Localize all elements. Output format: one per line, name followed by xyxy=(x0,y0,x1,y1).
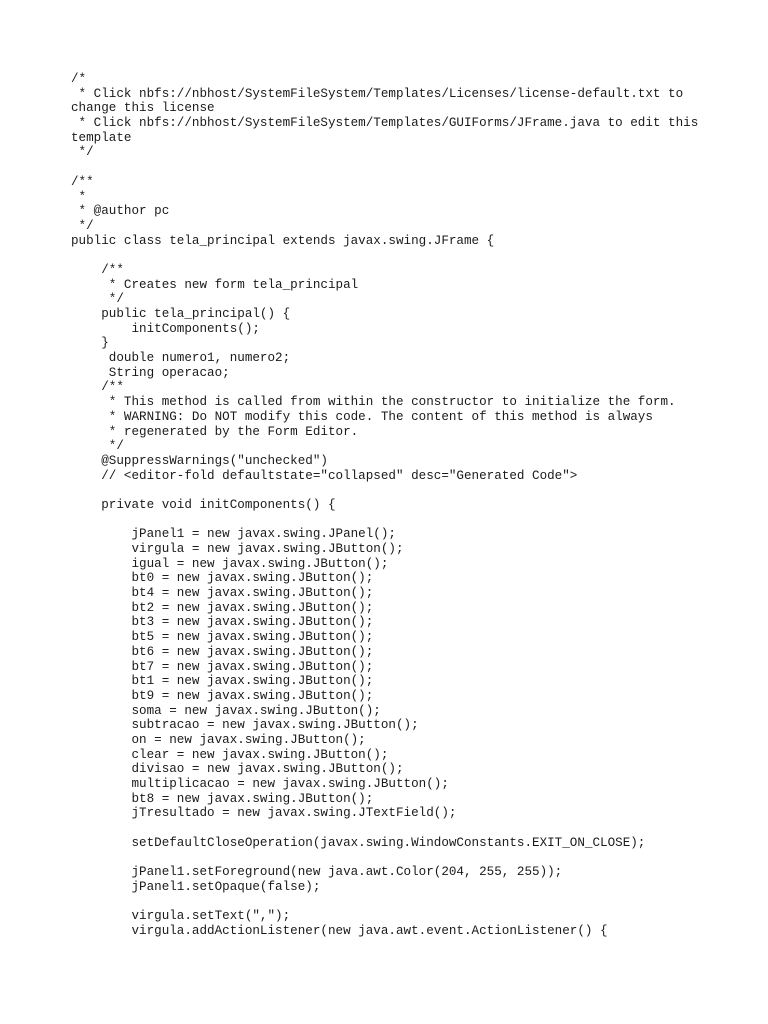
code-line: public tela_principal() { xyxy=(71,307,291,321)
code-line xyxy=(71,821,751,836)
code-line: /** xyxy=(71,174,94,189)
code-line xyxy=(71,160,751,175)
code-line: bt1 = new javax.swing.JButton(); xyxy=(71,674,374,689)
code-line: */ xyxy=(71,145,94,160)
code-line: jTresultado = new javax.swing.JTextField(); xyxy=(71,806,457,821)
code-line: * regenerated by the Form Editor. xyxy=(71,424,359,439)
code-line: } xyxy=(71,336,109,351)
code-line: public class tela_principal extends javax.swing.JFrame { xyxy=(71,233,495,248)
code-line: */ xyxy=(71,439,124,454)
code-line xyxy=(71,850,751,865)
code-line xyxy=(71,248,751,263)
code-line: jPanel1.setForeground(new java.awt.Color(204, 255, 255)); xyxy=(71,865,563,880)
code-line: * This method is called from within the constructor to initialize the form. xyxy=(71,395,676,410)
code-line: virgula.setText(","); xyxy=(71,909,291,924)
code-line: virgula.addActionListener(new java.awt.event.ActionListener() { xyxy=(71,923,608,938)
code-line: String operacao; xyxy=(71,365,230,380)
code-line: jPanel1.setOpaque(false); xyxy=(71,879,321,894)
code-line: */ xyxy=(71,292,124,307)
code-line: private void initComponents() { xyxy=(71,497,336,512)
code-line xyxy=(71,483,751,498)
code-line: bt4 = new javax.swing.JButton(); xyxy=(71,586,374,601)
code-line xyxy=(71,895,751,910)
code-line: */ xyxy=(71,218,94,233)
code-line: /** xyxy=(71,262,124,277)
code-line: on = new javax.swing.JButton(); xyxy=(71,732,366,747)
code-line: jPanel1 = new javax.swing.JPanel(); xyxy=(71,527,396,542)
code-line: bt5 = new javax.swing.JButton(); xyxy=(71,630,374,645)
code-line: change this license xyxy=(71,101,215,116)
code-line xyxy=(71,513,751,528)
code-line: bt3 = new javax.swing.JButton(); xyxy=(71,615,374,630)
code-line: /** xyxy=(71,380,124,395)
code-line: // <editor-fold defaultstate="collapsed" desc="Generated Code"> xyxy=(71,468,578,483)
code-line: * WARNING: Do NOT modify this code. The content of this method is always xyxy=(71,409,653,424)
code-line: subtracao = new javax.swing.JButton(); xyxy=(71,718,419,733)
code-line: setDefaultCloseOperation(javax.swing.WindowConstants.EXIT_ON_CLOSE); xyxy=(71,835,646,850)
code-line: double numero1, numero2; xyxy=(71,351,291,366)
code-line: bt8 = new javax.swing.JButton(); xyxy=(71,791,374,806)
code-line: bt2 = new javax.swing.JButton(); xyxy=(71,600,374,615)
code-line: bt7 = new javax.swing.JButton(); xyxy=(71,659,374,674)
code-line: * Click nbfs://nbhost/SystemFileSystem/Templates/Licenses/license-default.txt to xyxy=(71,86,684,101)
code-line: virgula = new javax.swing.JButton(); xyxy=(71,542,404,556)
code-line: @SuppressWarnings("unchecked") xyxy=(71,453,328,468)
code-line: bt6 = new javax.swing.JButton(); xyxy=(71,644,374,659)
code-line: soma = new javax.swing.JButton(); xyxy=(71,703,381,718)
code-line: * @author pc xyxy=(71,204,170,219)
code-line: bt9 = new javax.swing.JButton(); xyxy=(71,688,374,703)
code-line: initComponents(); xyxy=(71,321,260,336)
code-line: /* xyxy=(71,72,87,86)
code-line: divisao = new javax.swing.JButton(); xyxy=(71,762,404,777)
code-block xyxy=(71,72,751,939)
code-line: bt0 = new javax.swing.JButton(); xyxy=(71,571,374,586)
code-line: * Creates new form tela_principal xyxy=(71,277,359,292)
code-line: clear = new javax.swing.JButton(); xyxy=(71,747,389,762)
code-line: template xyxy=(71,130,132,145)
code-line: * Click nbfs://nbhost/SystemFileSystem/Templates/GUIForms/JFrame.java to edit this xyxy=(71,116,699,131)
code-line: * xyxy=(71,189,87,204)
code-line: igual = new javax.swing.JButton(); xyxy=(71,556,389,571)
code-line: multiplicacao = new javax.swing.JButton(); xyxy=(71,777,449,791)
